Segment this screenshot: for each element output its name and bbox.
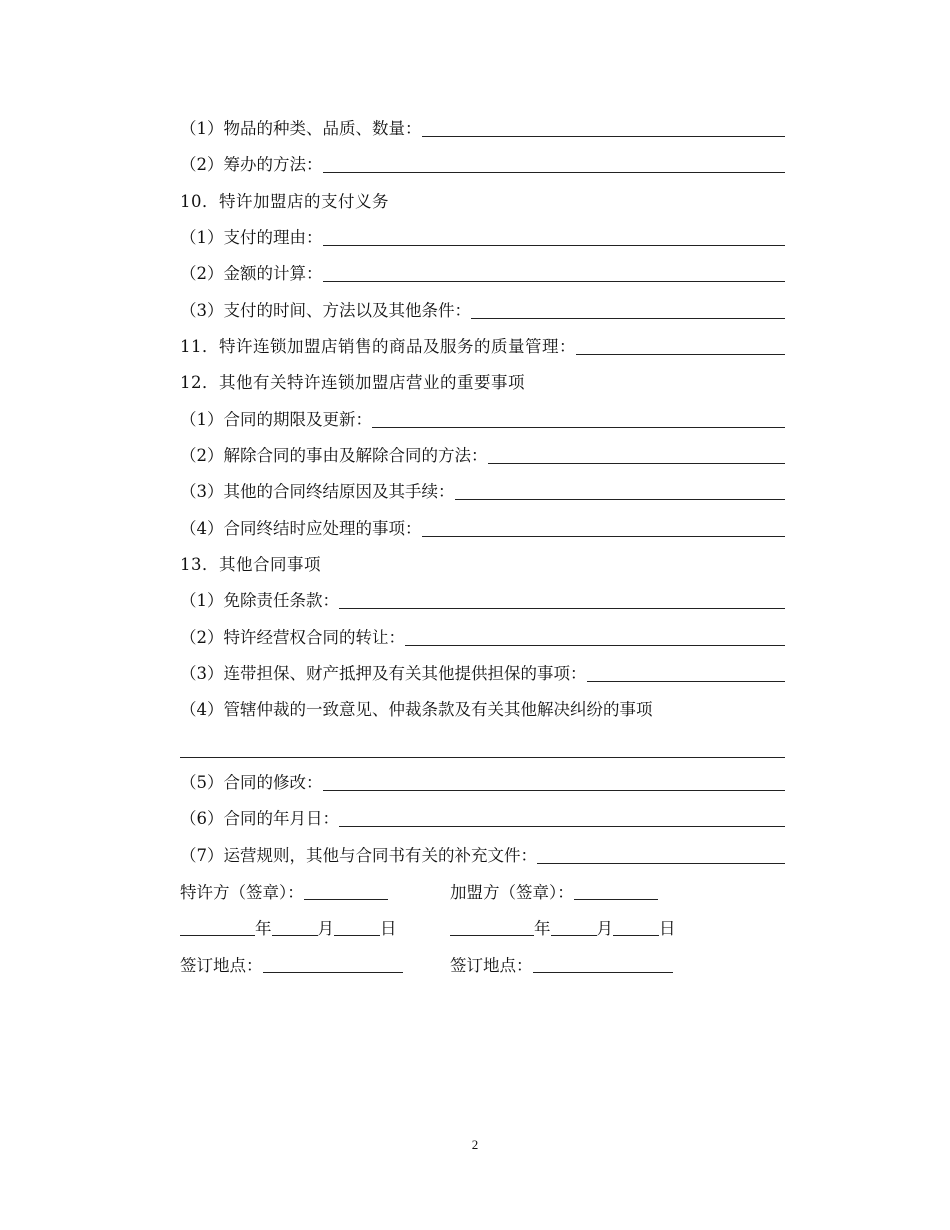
franchisor-label: 特许方（签章）： [180,883,304,902]
line-label: （3）连带担保、财产抵押及有关其他提供担保的事项： [180,664,587,683]
section-title: 13．其他合同事项 [180,555,321,574]
fill-in-blank [339,607,785,609]
fill-in-blank [323,244,786,246]
signature-blank [574,898,658,900]
form-line-supplementary-docs [180,841,785,867]
fill-in-blank [323,789,786,791]
fill-in-blank [488,462,786,464]
day-label: 日 [380,919,397,938]
fill-in-blank-full-width [180,756,785,758]
form-line-amount-calculation [180,259,785,285]
line-label: （4）管辖仲裁的一致意见、仲裁条款及有关其他解决纠纷的事项 [180,700,653,719]
line-label: （6）合同的年月日： [180,809,339,828]
form-line-other-termination [180,477,785,503]
section-title: 11．特许连锁加盟店销售的商品及服务的质量管理： [180,337,576,356]
franchisee-date [450,913,676,939]
signature-blank [304,898,388,900]
signing-place-blank [263,971,403,973]
form-line-payment-reason [180,223,785,249]
signing-place-label: 签订地点： [180,956,263,975]
line-label: （3）支付的时间、方法以及其他条件： [180,301,471,320]
month-blank [551,934,597,936]
franchisor-date [180,913,397,939]
year-blank [450,934,534,936]
fill-in-blank [323,280,786,282]
section-heading-10 [180,187,785,213]
form-line-preparation-method [180,150,785,176]
year-blank [180,934,255,936]
line-label: （2）筹办的方法： [180,155,323,174]
line-label: （2）金额的计算： [180,264,323,283]
fill-in-blank [422,135,786,137]
form-line-guarantee [180,659,785,685]
month-blank [272,934,318,936]
form-line-contract-date [180,804,785,830]
line-label: （2）特许经营权合同的转让： [180,628,405,647]
line-label: （1）免除责任条款： [180,591,339,610]
signing-place-label: 签订地点： [450,956,533,975]
line-label: （1）物品的种类、品质、数量： [180,119,422,138]
fill-in-blank [471,317,785,319]
line-label: （3）其他的合同终结原因及其手续： [180,482,455,501]
day-label: 日 [659,919,676,938]
day-blank [613,934,659,936]
franchisee-signing-place [450,950,673,976]
section-heading-13 [180,550,785,576]
year-label: 年 [255,919,272,938]
form-line-liability-exemption [180,586,785,612]
fill-in-blank [587,680,786,682]
fill-in-blank [405,644,785,646]
line-label: （2）解除合同的事由及解除合同的方法： [180,446,488,465]
franchisor-signing-place [180,950,403,976]
form-line-contract-transfer [180,623,785,649]
year-label: 年 [534,919,551,938]
fill-in-blank [339,825,785,827]
franchisee-label: 加盟方（签章）： [450,883,574,902]
fill-in-blank [422,535,786,537]
section-heading-11 [180,332,785,358]
franchisee-signature [450,877,658,903]
page-number: 2 [471,1137,479,1152]
fill-in-blank [323,171,786,173]
month-label: 月 [317,919,334,938]
form-line-termination-reason [180,441,785,467]
form-line-contract-modification [180,768,785,794]
month-label: 月 [596,919,613,938]
fill-in-blank [455,498,786,500]
section-title: 12．其他有关特许连锁加盟店营业的重要事项 [180,373,525,392]
form-line-payment-terms [180,296,785,322]
form-line-dispute-resolution [180,695,785,721]
fill-in-blank [537,862,785,864]
line-label: （1）支付的理由： [180,228,323,247]
line-label: （1）合同的期限及更新： [180,410,372,429]
line-label: （4）合同终结时应处理的事项： [180,519,422,538]
section-title: 10．特许加盟店的支付义务 [180,192,389,211]
day-blank [334,934,380,936]
franchisor-signature [180,877,388,903]
form-line-termination-matters [180,514,785,540]
section-heading-12 [180,368,785,394]
line-label: （7）运营规则，其他与合同书有关的补充文件： [180,846,537,865]
fill-in-blank [576,353,785,355]
line-label: （5）合同的修改： [180,773,323,792]
form-line-goods-type [180,114,785,140]
fill-in-blank [372,426,785,428]
signing-place-blank [533,971,673,973]
form-line-contract-term [180,405,785,431]
